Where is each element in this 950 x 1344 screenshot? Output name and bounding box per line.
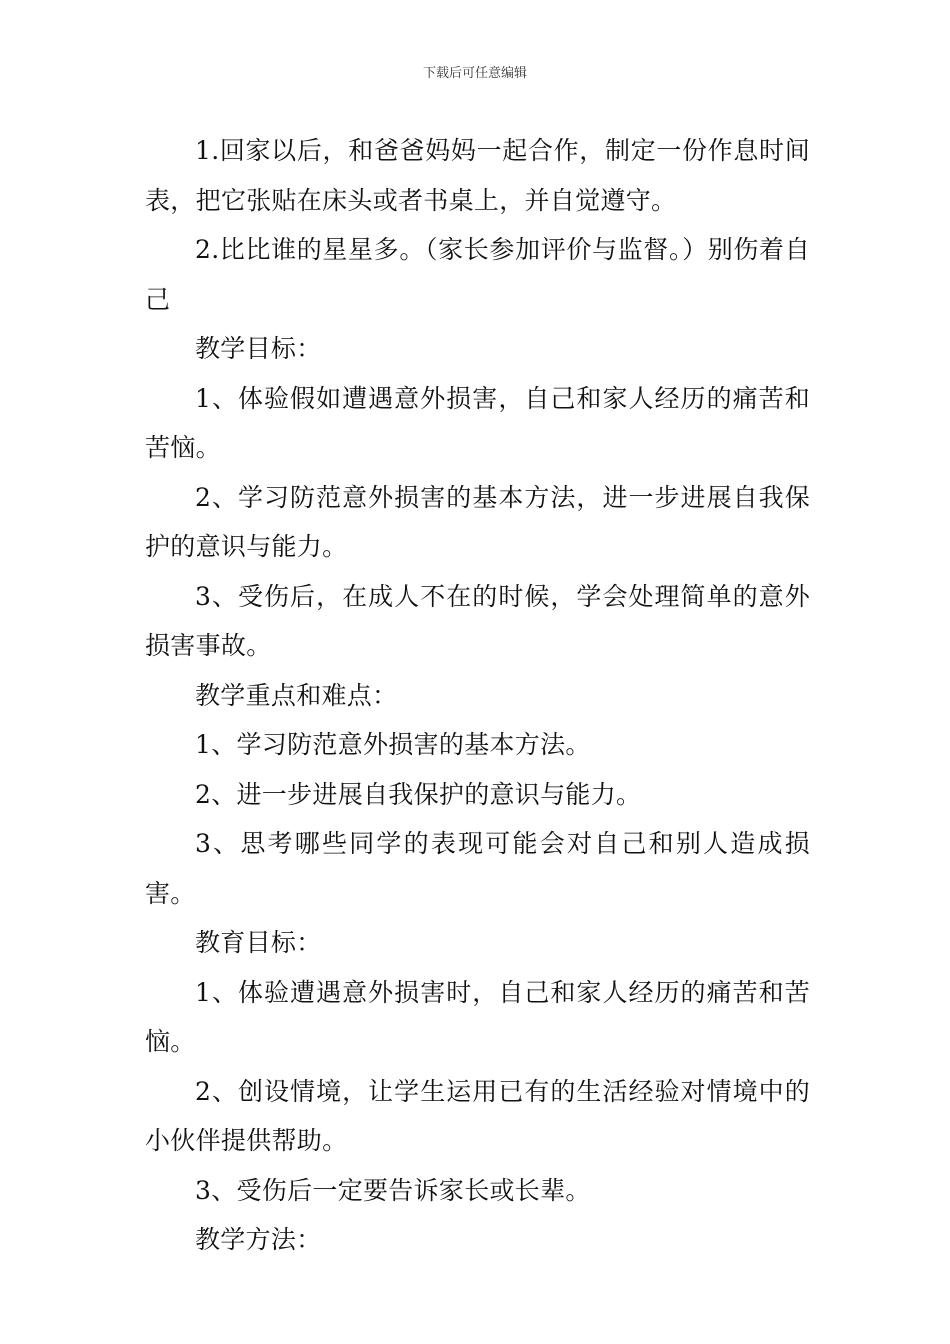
paragraph-goal-3: 3、受伤后，在成人不在的时候，学会处理简单的意外损害事故。 bbox=[145, 581, 810, 660]
paragraph-education-goal-1: 1、体验遭遇意外损害时，自己和家人经历的痛苦和苦恼。 bbox=[145, 977, 810, 1056]
paragraph-homework-2: 2.比比谁的星星多。（家长参加评价与监督。）别伤着自己 bbox=[145, 235, 810, 314]
paragraph-key-point-1: 1、学习防范意外损害的基本方法。 bbox=[195, 730, 591, 759]
paragraph-goal-1: 1、体验假如遭遇意外损害，自己和家人经历的痛苦和苦恼。 bbox=[145, 383, 810, 462]
paragraph-key-point-3: 3、思考哪些同学的表现可能会对自己和别人造成损害。 bbox=[145, 829, 810, 908]
paragraph-key-point-2: 2、进一步进展自我保护的意识与能力。 bbox=[195, 779, 642, 809]
heading-education-goals: 教育目标： bbox=[195, 928, 322, 957]
paragraph-homework-1: 1.回家以后，和爸爸妈妈一起合作，制定一份作息时间表，把它张贴在床头或者书桌上，并自觉遵守。 bbox=[145, 136, 810, 215]
paragraph-education-goal-3: 3、受伤后一定要告诉家长或长辈。 bbox=[195, 1175, 591, 1205]
paragraph-goal-2: 2、学习防范意外损害的基本方法，进一步进展自我保护的意识与能力。 bbox=[145, 482, 810, 561]
heading-teaching-methods: 教学方法： bbox=[195, 1225, 322, 1254]
heading-teaching-goals: 教学目标： bbox=[195, 334, 322, 363]
paragraph-education-goal-2: 2、创设情境，让学生运用已有的生活经验对情境中的小伙伴提供帮助。 bbox=[145, 1076, 810, 1155]
page-header: 下载后可任意编辑 bbox=[422, 66, 527, 81]
heading-key-points: 教学重点和难点： bbox=[195, 680, 398, 710]
document-body bbox=[145, 126, 810, 1265]
